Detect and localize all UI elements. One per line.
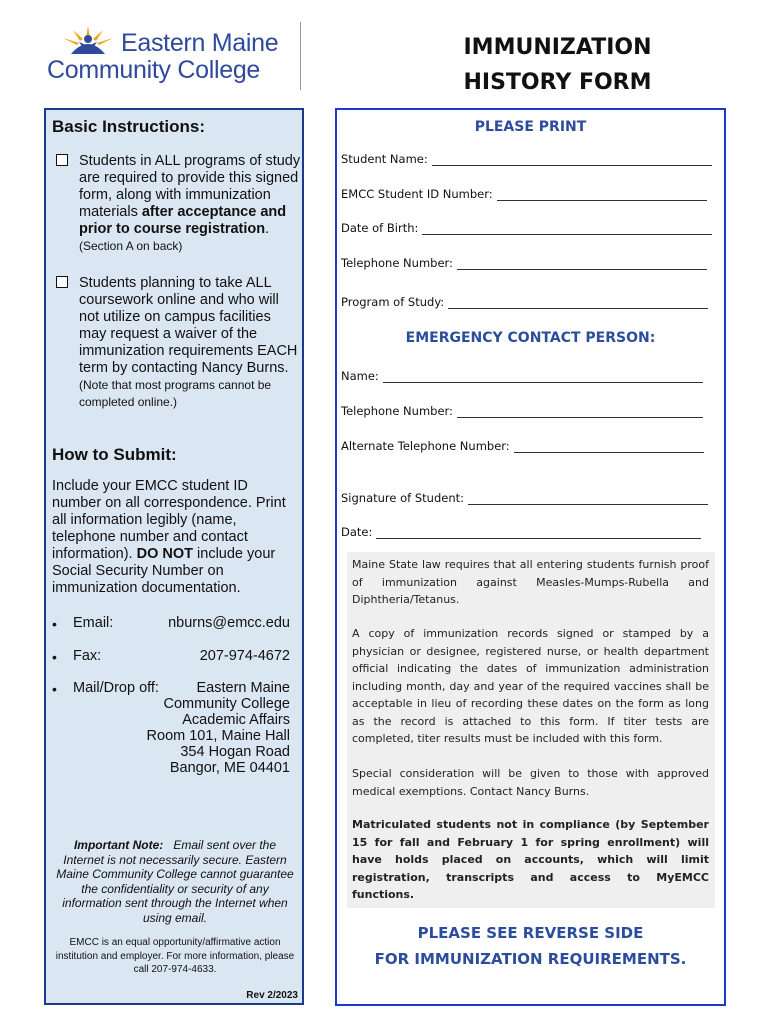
program-label: Program of Study: bbox=[341, 295, 445, 309]
emergency-phone-label: Telephone Number: bbox=[341, 404, 453, 418]
student-name-input-line[interactable] bbox=[432, 153, 712, 166]
item1-section-note: (Section A on back) bbox=[79, 239, 183, 253]
please-print-heading: PLEASE PRINT bbox=[474, 119, 587, 135]
reverse-side-line1: PLEASE SEE REVERSE SIDE bbox=[417, 924, 644, 942]
reverse-side-notice bbox=[337, 920, 724, 972]
form-title-line2: HISTORY FORM bbox=[463, 70, 652, 95]
fax-label: Fax: bbox=[73, 648, 102, 664]
submit-text-a: Include your EMCC student ID number on all correspondence. Print all information legibly (name, telephone number and contact information). bbox=[52, 478, 286, 562]
dob-input-line[interactable] bbox=[422, 222, 712, 235]
basic-instructions-heading: Basic Instructions: bbox=[52, 117, 206, 136]
emergency-alt-phone-label: Alternate Telephone Number: bbox=[341, 439, 510, 453]
address-line: Room 101, Maine Hall bbox=[146, 728, 290, 744]
student-name-field[interactable] bbox=[341, 152, 712, 166]
submit-instructions bbox=[52, 478, 298, 597]
sunrise-figure-icon bbox=[53, 24, 123, 56]
emergency-name-label: Name: bbox=[341, 369, 379, 383]
address-line: Eastern Maine bbox=[196, 680, 290, 696]
student-id-input-line[interactable] bbox=[497, 188, 707, 201]
student-id-label: EMCC Student ID Number: bbox=[341, 187, 493, 201]
student-id-field[interactable] bbox=[341, 187, 707, 201]
student-name-label: Student Name: bbox=[341, 152, 428, 166]
bullet-icon: • bbox=[52, 681, 57, 697]
how-to-submit-heading: How to Submit: bbox=[52, 445, 177, 464]
program-field[interactable] bbox=[341, 295, 708, 309]
email-label: Email: bbox=[73, 615, 114, 631]
address-line: Bangor, ME 04401 bbox=[169, 760, 290, 776]
address-line: Academic Affairs bbox=[182, 712, 290, 728]
item1-period: . bbox=[265, 221, 270, 237]
fax-number: 207-974-4672 bbox=[199, 648, 290, 664]
emergency-alt-phone-field[interactable] bbox=[341, 439, 704, 453]
emergency-phone-field[interactable] bbox=[341, 404, 703, 418]
records-paragraph: A copy of immunization records signed or stamped by a physician or designee, registered nurse, or health department official indicating the dates of immunization administration including month, day and year of the required vaccines shall be acceptable in lieu of recording these dates on the form as long as the record is attached to this form. If titer tests are completed, titer results must be included with this form. bbox=[352, 627, 709, 745]
item1-emphasis: after acceptance and prior to course registration bbox=[79, 204, 287, 237]
email-link[interactable]: nburns@emcc.edu bbox=[168, 615, 290, 631]
instructions-panel bbox=[44, 108, 304, 1005]
emergency-alt-phone-input-line[interactable] bbox=[514, 440, 704, 453]
form-title-line1: IMMUNIZATION bbox=[463, 35, 652, 60]
emergency-phone-input-line[interactable] bbox=[457, 405, 703, 418]
mail-label: Mail/Drop off: bbox=[73, 680, 159, 696]
dob-label: Date of Birth: bbox=[341, 221, 419, 235]
item1-text: Students in ALL programs of study are required to provide this signed form, along with immunization materials bbox=[79, 153, 301, 220]
submit-text-c: include your Social Security Number on immunization documentation. bbox=[52, 546, 276, 596]
telephone-input-line[interactable] bbox=[457, 257, 707, 270]
emergency-name-input-line[interactable] bbox=[383, 370, 703, 383]
note-text: Email sent over the Internet is not necessarily secure. Eastern Maine Community College cannot guarantee the confidentiality or security of any information sent through the Internet when using email. bbox=[56, 838, 294, 925]
revision-label: Rev 2/2023 bbox=[246, 990, 298, 1001]
mailing-address bbox=[147, 680, 290, 776]
emergency-name-field[interactable] bbox=[341, 369, 703, 383]
instruction-item-1 bbox=[79, 153, 301, 255]
address-line: Community College bbox=[163, 696, 290, 712]
note-label: Important Note: bbox=[73, 838, 164, 852]
bullet-icon: • bbox=[52, 649, 57, 665]
requirements-info-box bbox=[347, 552, 715, 908]
email-security-note bbox=[52, 838, 298, 925]
law-paragraph: Maine State law requires that all entering students furnish proof of immunization against Measles-Mumps-Rubella and Diphtheria/Tetanus. bbox=[352, 558, 709, 606]
equal-opportunity-statement: EMCC is an equal opportunity/affirmative action institution and employer. For more information, please call 207-974-4633. bbox=[55, 937, 295, 975]
form-panel bbox=[335, 108, 726, 1006]
instruction-item-2 bbox=[79, 275, 301, 411]
checkbox-item-2[interactable] bbox=[56, 276, 68, 288]
reverse-side-line2: FOR IMMUNIZATION REQUIREMENTS. bbox=[374, 950, 687, 968]
signature-field[interactable] bbox=[341, 491, 708, 505]
date-input-line[interactable] bbox=[376, 526, 701, 539]
telephone-field[interactable] bbox=[341, 256, 707, 270]
compliance-paragraph: Matriculated students not in compliance (by September 15 for fall and February 1 for spring enrollment) will have holds placed on accounts, which will limit registration, transcripts and access to MyEMCC functions. bbox=[352, 818, 709, 901]
header-divider bbox=[300, 22, 301, 90]
telephone-label: Telephone Number: bbox=[341, 256, 453, 270]
logo-text-line1: Eastern Maine bbox=[121, 29, 279, 57]
item2-note: (Note that most programs cannot be completed online.) bbox=[79, 378, 272, 409]
checkbox-item-1[interactable] bbox=[56, 154, 68, 166]
date-field[interactable] bbox=[341, 525, 701, 539]
submit-emphasis: DO NOT bbox=[136, 546, 194, 562]
bullet-icon: • bbox=[52, 616, 57, 632]
address-line: 354 Hogan Road bbox=[180, 744, 290, 760]
item2-text: Students planning to take ALL coursework online and who will not utilize on campus facilities may request a waiver of the immunization requirements EACH term by contacting Nancy Burns. bbox=[79, 275, 298, 376]
program-input-line[interactable] bbox=[448, 296, 708, 309]
emergency-contact-heading: EMERGENCY CONTACT PERSON: bbox=[405, 330, 656, 346]
dob-field[interactable] bbox=[341, 221, 712, 235]
date-label: Date: bbox=[341, 525, 373, 539]
logo-text-line2: Community College bbox=[47, 56, 261, 84]
signature-label: Signature of Student: bbox=[341, 491, 465, 505]
signature-input-line[interactable] bbox=[468, 492, 708, 505]
exemptions-paragraph: Special consideration will be given to those with approved medical exemptions. Contact Nancy Burns. bbox=[352, 767, 709, 798]
form-title bbox=[430, 30, 685, 100]
college-logo bbox=[45, 22, 305, 90]
